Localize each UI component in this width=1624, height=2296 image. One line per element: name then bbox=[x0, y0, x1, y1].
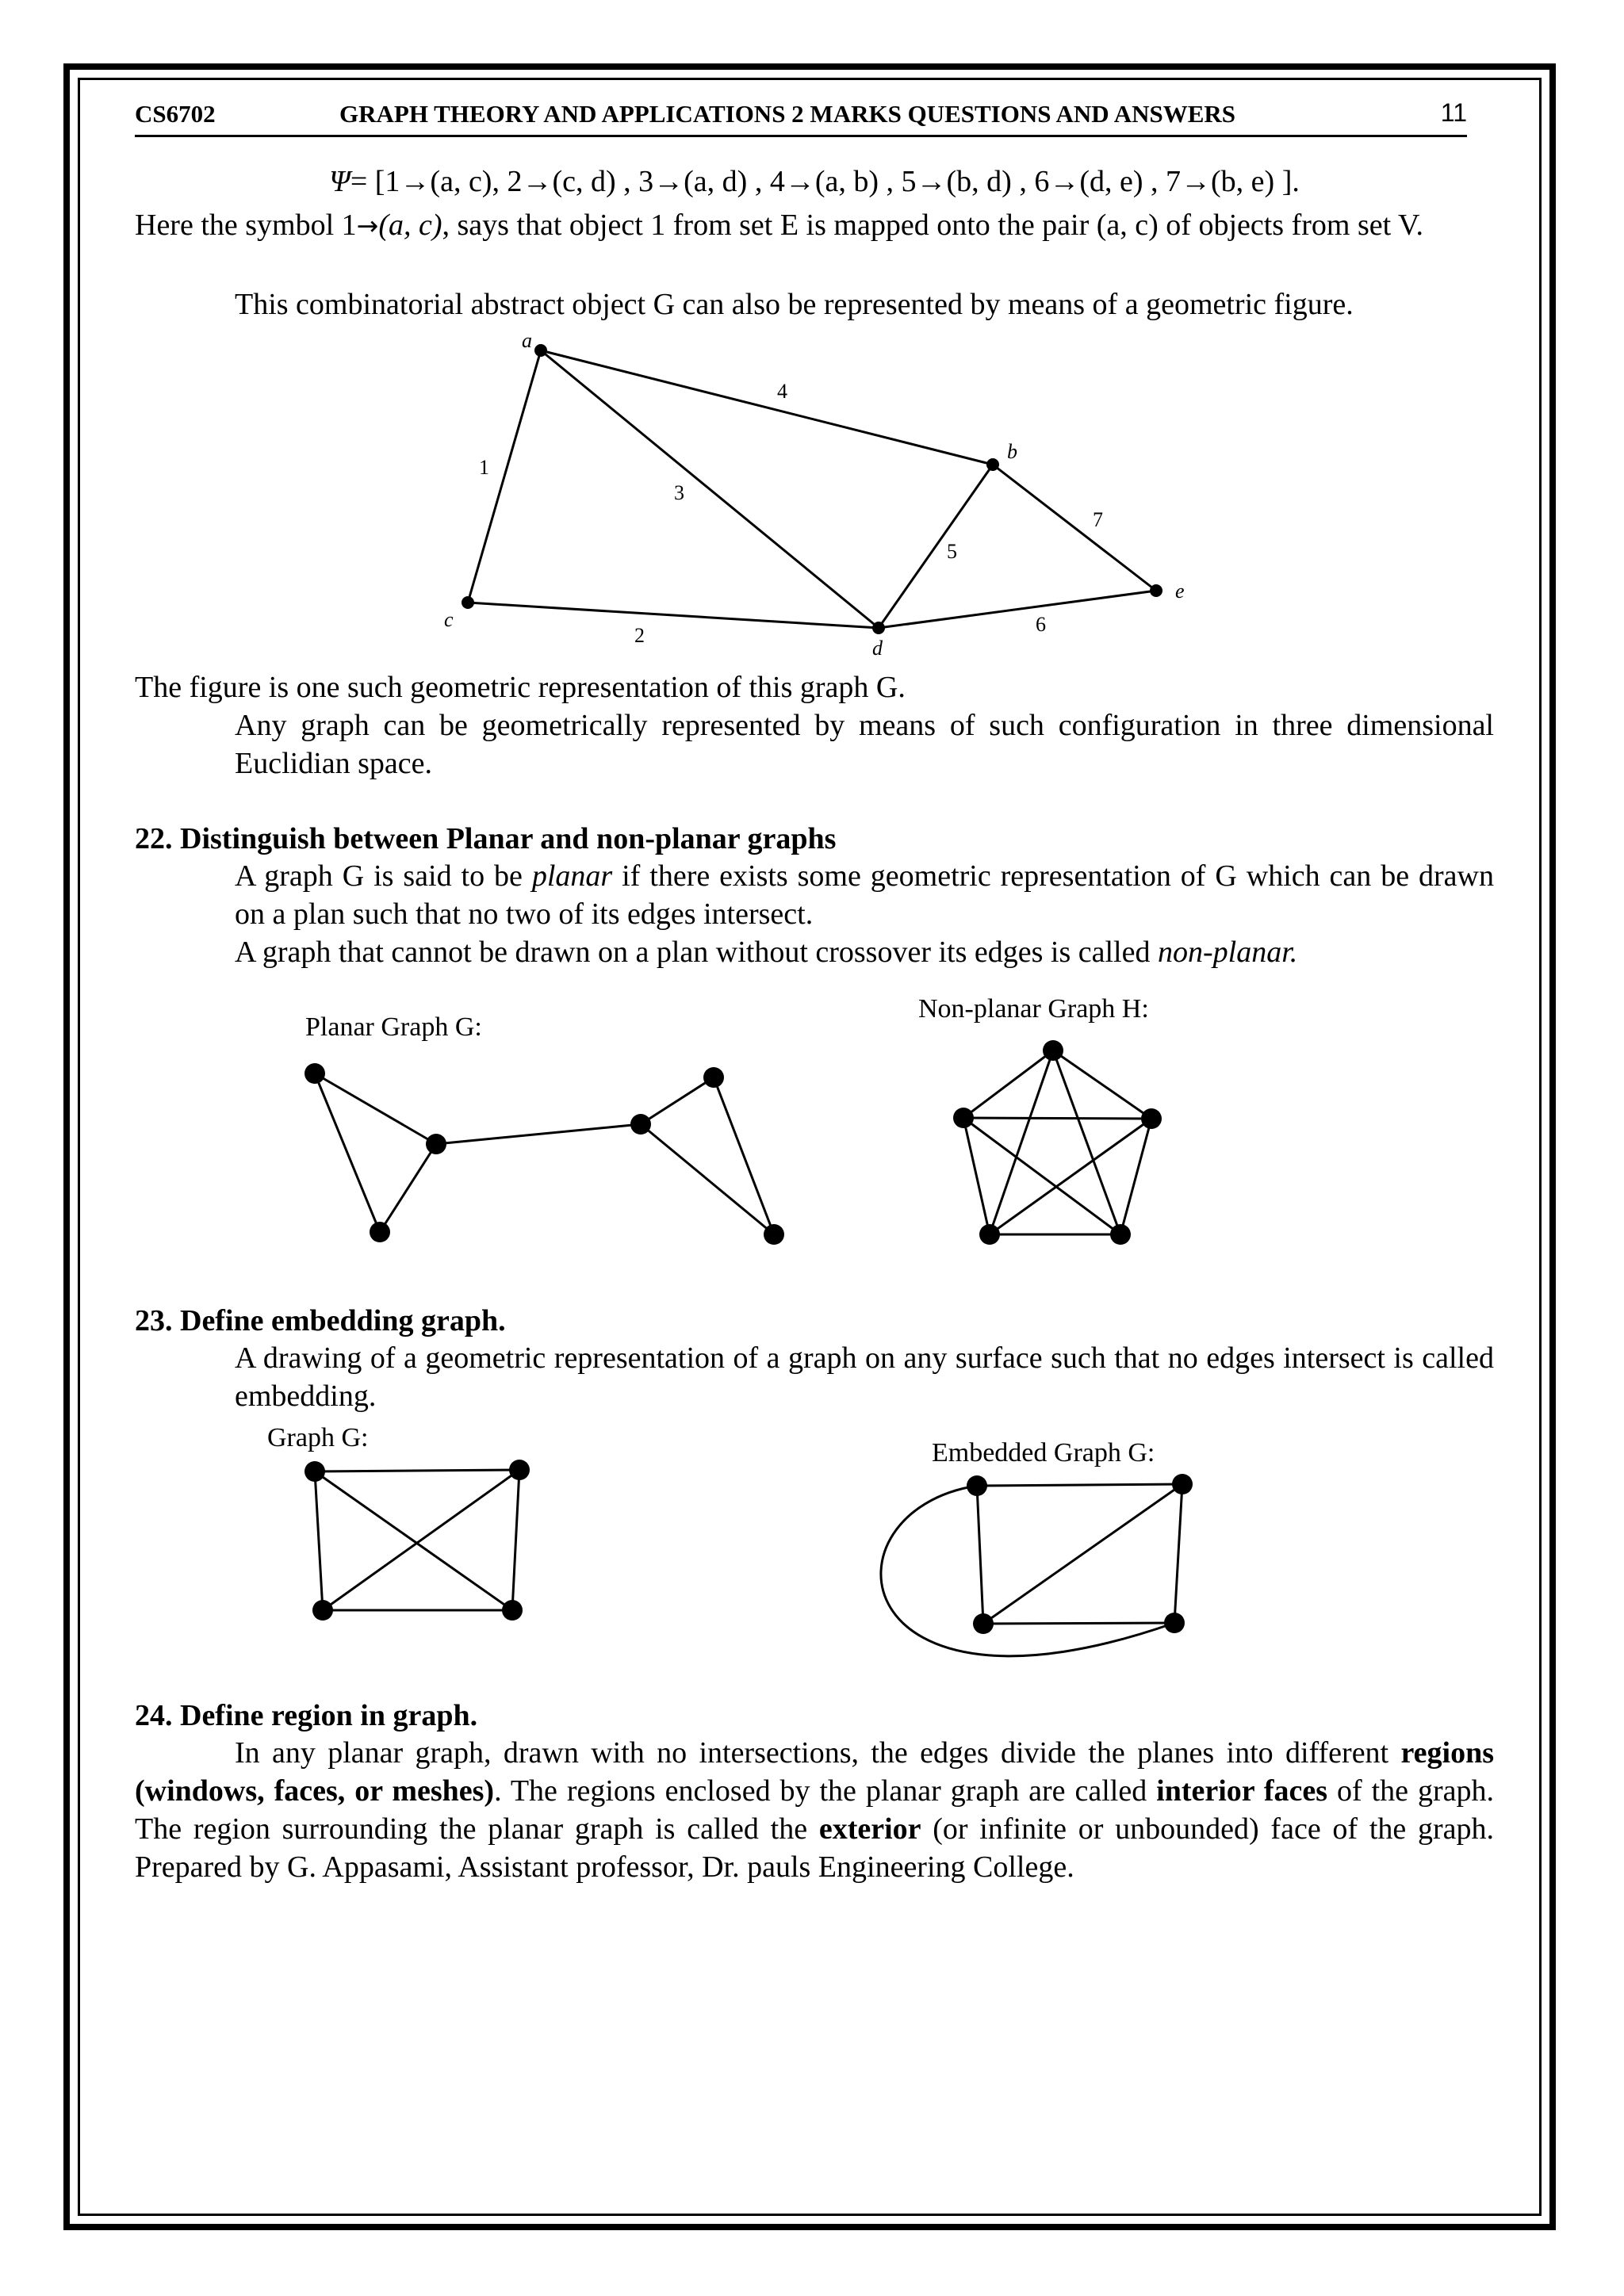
course-code: CS6702 bbox=[135, 100, 216, 128]
psi-mapping-item: 1→(a, c) bbox=[385, 165, 492, 198]
embedded-vertex bbox=[1164, 1613, 1185, 1633]
psi-mapping-item: 6→(d, e) bbox=[1034, 165, 1143, 198]
vertex-label-a: a bbox=[522, 329, 532, 352]
psi-mapping-item: 4→(a, b) bbox=[769, 165, 879, 198]
edge-label-5: 5 bbox=[947, 540, 957, 563]
para-geometric-figure: This combinatorial abstract object G can also be represented by means of a geometric figure. bbox=[235, 288, 1354, 321]
para-symbol-explanation: Here the symbol 1→(a, c), says that object 1 from set E is mapped onto the pair (a, c) of objects from set V. bbox=[135, 209, 1424, 242]
q23-definition: A drawing of a geometric representation of a graph on any surface such that no edges intersect is called embedding. bbox=[235, 1341, 1494, 1413]
edge-label-2: 2 bbox=[634, 624, 645, 647]
arrow-icon: → bbox=[356, 210, 379, 241]
vertex-label-c: c bbox=[444, 608, 454, 631]
edge-label-7: 7 bbox=[1093, 508, 1103, 531]
para-figure: The figure is one such geometric representation of this graph G. bbox=[135, 671, 906, 704]
q22-nonplanar-definition: A graph that cannot be drawn on a plan without crossover its edges is called non-planar. bbox=[235, 936, 1298, 969]
psi-mapping-item: 3→(a, d) bbox=[638, 165, 748, 198]
header-title: GRAPH THEORY AND APPLICATIONS 2 MARKS QUESTIONS AND ANSWERS bbox=[339, 100, 1236, 128]
q24-heading: 24. Define region in graph. bbox=[135, 1699, 478, 1732]
psi-prefix: = [ bbox=[350, 165, 385, 198]
caption-embedded-graph-g: Embedded Graph G: bbox=[932, 1438, 1155, 1468]
vertex-label-d: d bbox=[872, 637, 883, 660]
vertex-label-e: e bbox=[1175, 580, 1185, 603]
q23-heading: 23. Define embedding graph. bbox=[135, 1304, 506, 1337]
embedded-vertex bbox=[1172, 1474, 1193, 1494]
psi-mapping-item: 7→(b, e) bbox=[1166, 165, 1275, 198]
edge-label-6: 6 bbox=[1036, 613, 1046, 636]
edge-label-4: 4 bbox=[777, 380, 787, 403]
psi-mapping-item: 2→(c, d) bbox=[507, 165, 616, 198]
q22-planar-definition: A graph G is said to be planar if there exists some geometric representation of G which can be drawn on a plan such that no two of its edges intersect. bbox=[235, 859, 1494, 931]
embedded-vertex bbox=[967, 1475, 987, 1496]
page-number: 11 bbox=[1440, 98, 1467, 127]
psi-symbol: Ψ bbox=[329, 165, 350, 198]
q22-heading: 22. Distinguish between Planar and non-planar graphs bbox=[135, 822, 837, 855]
embedded-vertex bbox=[973, 1613, 994, 1634]
psi-mapping-list: 1→(a, c), 2→(c, d) , 3→(a, d) , 4→(a, b) , 5→(b, d) , 6→(d, e) , 7→(b, e) bbox=[385, 165, 1275, 198]
caption-nonplanar-graph: Non-planar Graph H: bbox=[918, 994, 1149, 1024]
para-any-graph: Any graph can be geometrically represented by means of such configuration in three dimensional Euclidian space. bbox=[235, 709, 1494, 780]
edge-label-1: 1 bbox=[479, 456, 489, 479]
vertex-label-b: b bbox=[1007, 440, 1017, 463]
caption-planar-graph: Planar Graph G: bbox=[305, 1012, 482, 1042]
psi-suffix: ]. bbox=[1274, 165, 1300, 198]
psi-mapping-item: 5→(b, d) bbox=[901, 165, 1012, 198]
edge-label-3: 3 bbox=[674, 481, 684, 504]
caption-graph-g: Graph G: bbox=[267, 1423, 369, 1452]
q24-definition: In any planar graph, drawn with no intersections, the edges divide the planes into different regions (windows, faces, or meshes). The regions enclosed by the planar graph are called interior faces of the graph. The region surrounding the planar graph is called the exterior (or infinite or unbounded) face of the graph. Prepared by G. Appasami, Assistant professor, Dr. pauls Engineering College. bbox=[135, 1736, 1494, 1884]
